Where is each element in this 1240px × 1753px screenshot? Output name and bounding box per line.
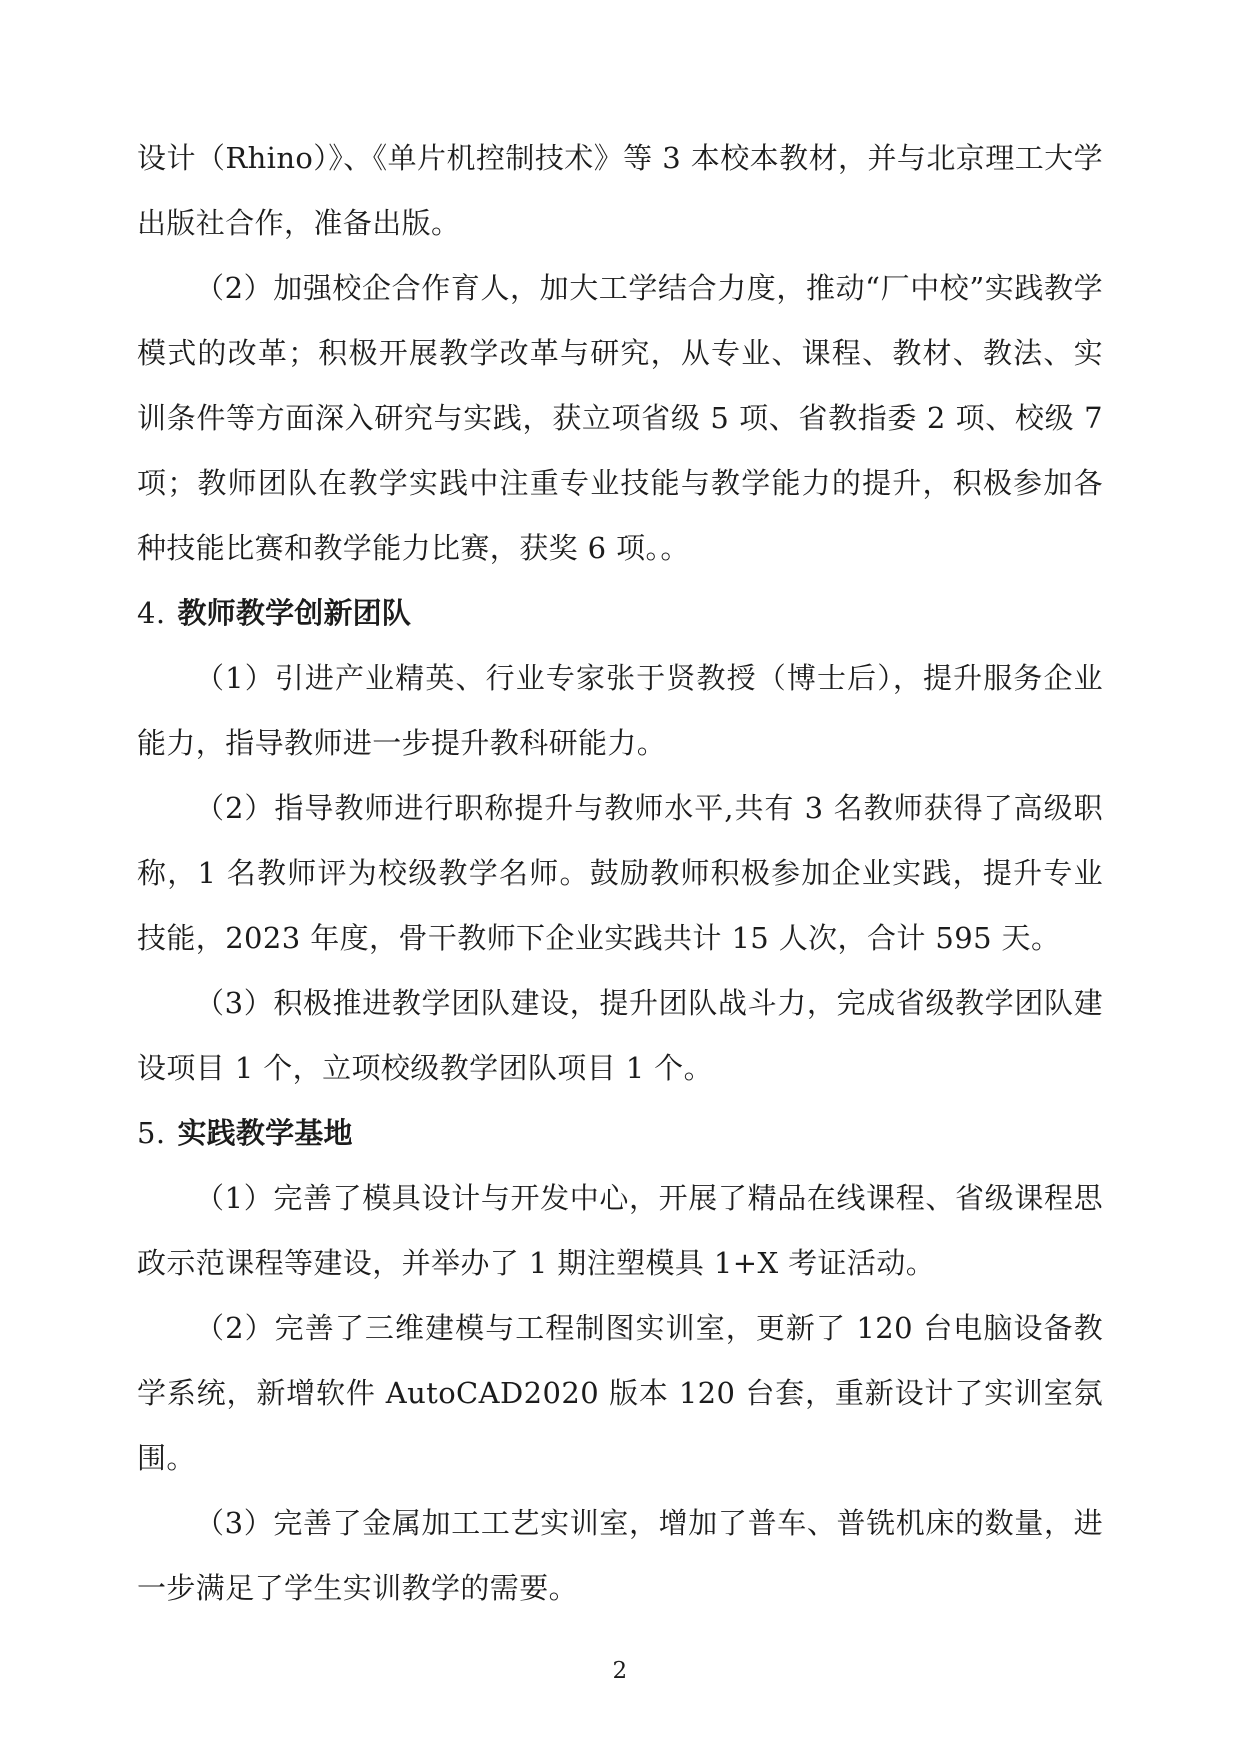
heading-number: 5. [137, 1116, 166, 1150]
paragraph: （3）完善了金属加工工艺实训室，增加了普车、普铣机床的数量，进一步满足了学生实训教学的需要。 [137, 1506, 1103, 1605]
page-footer [0, 1660, 1240, 1683]
paragraph: （2）指导教师进行职称提升与教师水平,共有 3 名教师获得了高级职称，1 名教师评为校级教学名师。鼓励教师积极参加企业实践，提升专业技能，2023 年度，骨干教师下企业实践共计 15 人次，合计 595 天。 [137, 791, 1103, 955]
paragraph: （2）完善了三维建模与工程制图实训室，更新了 120 台电脑设备教学系统，新增软件 AutoCAD2020 版本 120 台套，重新设计了实训室氛围。 [137, 1311, 1103, 1475]
heading-title: 教师教学创新团队 [177, 596, 412, 630]
paragraph: （3）积极推进教学团队建设，提升团队战斗力，完成省级教学团队建设项目 1 个，立项校级教学团队项目 1 个。 [137, 986, 1103, 1085]
section-heading-4 [137, 581, 1103, 646]
paragraph: （1）引进产业精英、行业专家张于贤教授（博士后），提升服务企业能力，指导教师进一步提升教科研能力。 [137, 661, 1103, 760]
section-heading-5 [137, 1101, 1103, 1166]
heading-title: 实践教学基地 [177, 1116, 353, 1150]
heading-number: 4. [137, 596, 166, 630]
page-number: 2 [612, 1658, 628, 1684]
paragraph: （1）完善了模具设计与开发中心，开展了精品在线课程、省级课程思政示范课程等建设，并举办了 1 期注塑模具 1+X 考证活动。 [137, 1181, 1103, 1280]
paragraph: 设计（Rhino）》、《单片机控制技术》等 3 本校本教材，并与北京理工大学出版社合作，准备出版。 [137, 141, 1103, 240]
paragraph: （2）加强校企合作育人，加大工学结合力度，推动“厂中校”实践教学模式的改革；积极开展教学改革与研究，从专业、课程、教材、教法、实训条件等方面深入研究与实践，获立项省级 5 项、省教指委 2 项、校级 7 项；教师团队在教学实践中注重专业技能与教学能力的提升，积极参加各种技能比赛和教学能力比赛，获奖 6 项。。 [137, 271, 1103, 565]
